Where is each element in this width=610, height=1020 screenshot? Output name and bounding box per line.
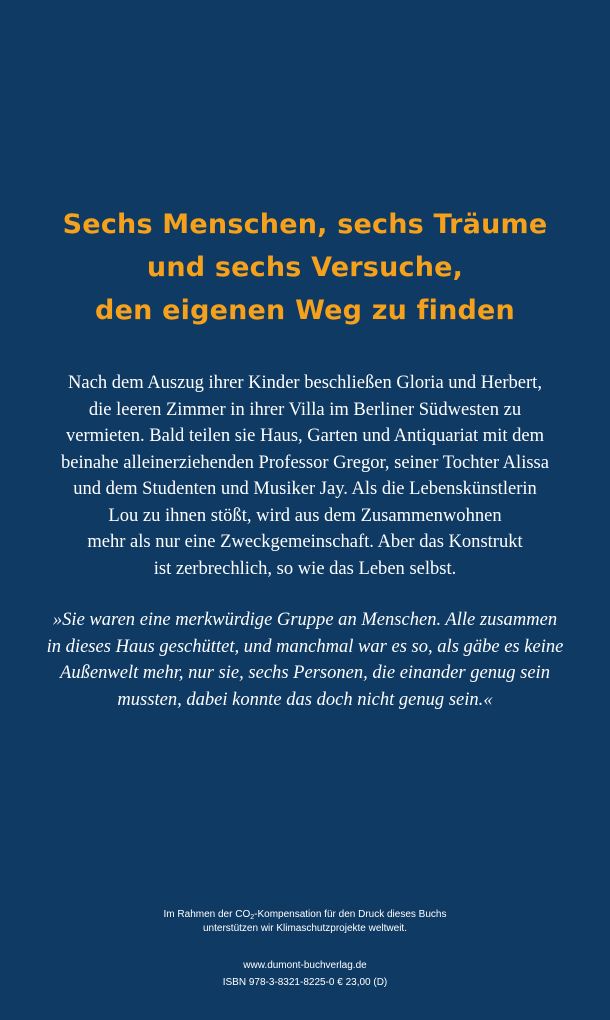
co2-subscript: 2 — [250, 914, 255, 921]
blurb-line: beinahe alleinerziehenden Professor Gregor, seiner Tochter Alissa — [60, 451, 549, 473]
blurb-line: die leeren Zimmer in ihrer Villa im Berliner Südwesten zu — [88, 398, 522, 420]
blurb-text — [0, 370, 610, 582]
co2-note-line-2: unterstützen wir Klimaschutzprojekte weltweit. — [203, 923, 407, 934]
blurb-line: mehr als nur eine Zweckgemeinschaft. Aber das Konstrukt — [87, 531, 523, 552]
co2-note-line-1 — [0, 908, 610, 922]
quote-line: »Sie waren eine merkwürdige Gruppe an Menschen. Alle zusammen — [52, 609, 558, 630]
blurb-line: Lou zu ihnen stößt, wird aus dem Zusammenwohnen — [108, 504, 502, 526]
headline-line: den eigenen Weg zu finden — [95, 295, 515, 326]
blurb-line: und dem Studenten und Musiker Jay. Als die Lebenskünstlerin — [73, 478, 537, 499]
quote-text — [0, 607, 610, 713]
publisher-website: www.dumont-buchverlag.de — [243, 960, 367, 971]
quote-line: in dieses Haus geschüttet, und manchmal war es so, als gäbe es keine — [46, 635, 564, 657]
co2-note-text-after: -Kompensation für den Druck dieses Buchs — [254, 909, 447, 920]
co2-note — [0, 908, 610, 936]
blurb-line: vermieten. Bald teilen sie Haus, Garten und Antiquariat mit dem — [65, 425, 545, 446]
quote-line: Außenwelt mehr, nur sie, sechs Personen, die einander genug sein — [60, 662, 550, 683]
isbn-price: ISBN 978-3-8321-8225-0 € 23,00 (D) — [222, 977, 388, 988]
co2-note-text-before: Im Rahmen der CO — [163, 909, 251, 920]
headline-line: Sechs Menschen, sechs Träume — [62, 209, 548, 240]
headline-line: und sechs Versuche, — [146, 252, 464, 283]
blurb-line: Nach dem Auszug ihrer Kinder beschließen Gloria und Herbert, — [68, 372, 542, 393]
quote-line: mussten, dabei konnte das doch nicht genug sein.« — [117, 688, 493, 710]
blurb-line: ist zerbrechlich, so wie das Leben selbst. — [153, 557, 457, 579]
headline — [0, 203, 610, 332]
